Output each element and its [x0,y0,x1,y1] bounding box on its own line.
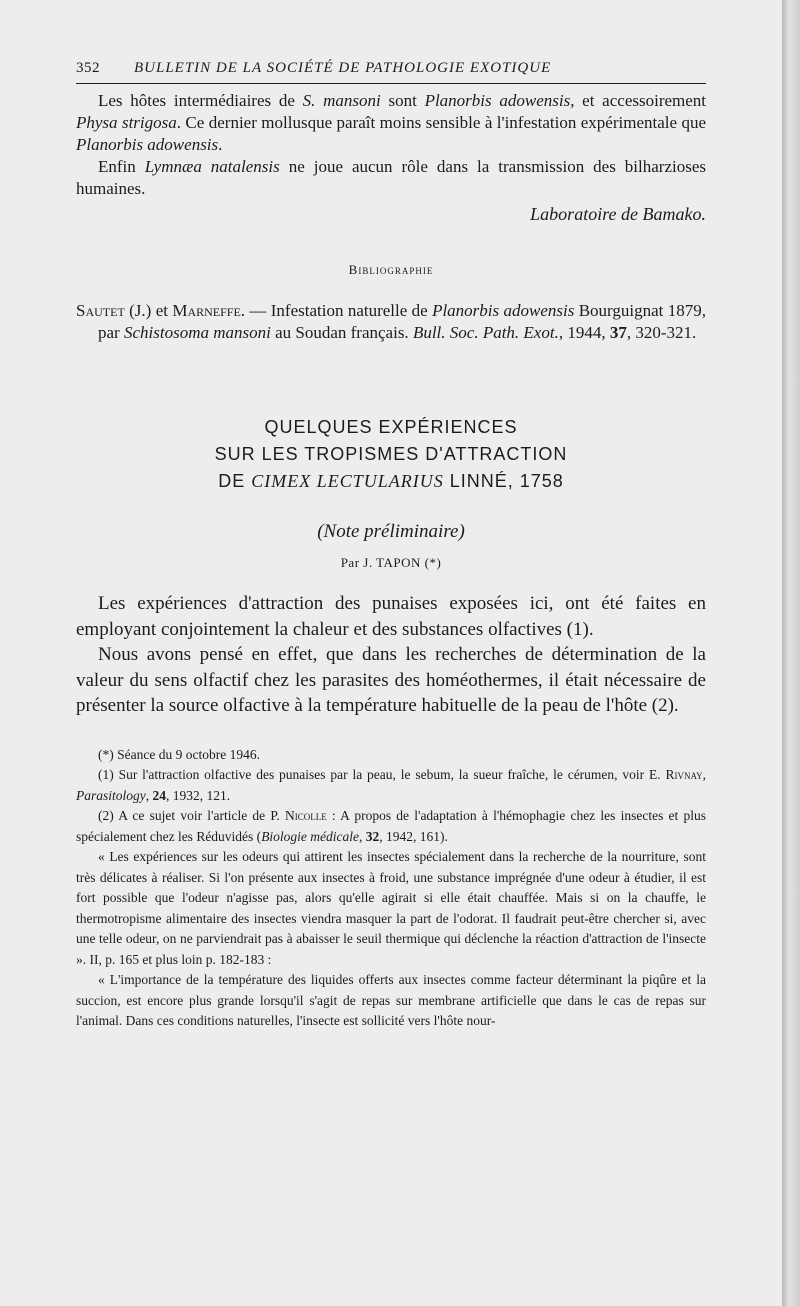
text-run: , [359,828,366,844]
text-run: sont [380,91,425,110]
footnotes [76,745,706,1032]
laboratory-signature: Laboratoire de Bamako. [530,204,706,224]
text-run: , 1944, [558,323,610,342]
species-name: Lymnæa natalensis [144,157,280,176]
text-run: (1) Sur l'attraction olfactive des punaises par la peau, le sebum, la sueur fraîche, le cérumen, voir E. [98,767,666,782]
text-run: ne joue aucun rôle dans la transmission des bilharzioses humaines. [76,157,706,198]
title-line-3 [76,468,706,495]
footnote-2 [76,806,706,847]
footnote-quote-2: « L'importance de la température des liquides offerts aux insectes comme facteur déterminant la piqûre et la succion, est encore plus grande lorsqu'il s'agit de repas sur membrane artificielle que dans le cas de repas sur l'animal. Dans ces conditions naturelles, l'insecte est sollicité vers l'hôte nour- [76,972,706,1028]
bibliography-heading: Bibliographie [348,262,434,277]
intro-paragraph-1 [76,90,706,156]
text-run: LINNÉ, 1758 [443,471,564,491]
species-name: Planorbis adowensis [424,91,571,110]
text-run: (J.) et [124,301,173,320]
species-name: CIMEX LECTULARIUS [251,471,444,491]
bibliography-reference [76,300,706,344]
article-body [76,591,706,719]
author-name: Sautet [76,301,125,320]
species-name: Schistosoma mansoni [123,323,271,342]
author-name: Rivnay [665,767,703,782]
page-content [76,60,706,1032]
footnote-quote-1: « Les expériences sur les odeurs qui attirent les insectes spécialement dans la recherche de la nourriture, sont très délicates à réaliser. Si l'on présente aux insectes à froid, une substance imprégnée d'une odeur à étudier, il est fort possible que l'odeur n'agisse pas, alors qu'elle agirait si elle était chauffée. Mais si on la chauffe, le thermotropisme alimentaire des insectes viendra masquer la part de l'odorat. Il faudrait peut-être chercher si, avec une telle odeur, on ne parviendrait pas à abaisser le seuil thermique qui déclenche la réaction d'attraction de l'insecte ». II, p. 165 et plus loin p. 182-183 : [76,849,706,967]
text-run: . [218,135,223,154]
species-name: S. mansoni [302,91,381,110]
text-run: , et accessoirement [570,91,707,110]
article-title [76,414,706,495]
volume-number: 32 [365,828,380,844]
text-run: Enfin [98,157,145,176]
running-title: BULLETIN DE LA SOCIÉTÉ DE PATHOLOGIE EXOTIQUE [134,60,552,76]
title-line-2: SUR LES TROPISMES D'ATTRACTION [214,444,568,464]
journal-name: Bull. Soc. Path. Exot. [412,323,559,342]
journal-name: Parasitology [76,787,146,803]
binding-edge [782,0,800,1306]
running-header [76,60,706,84]
article-author: Par J. TAPON (*) [340,555,442,570]
text-run: : A propos de l'adaptation à l'hémophagie chez les insectes et plus spécialement chez les Réduvidés ( [76,808,706,844]
species-name: Physa strigosa [76,113,177,132]
intro-section [76,90,706,226]
author-name: Marneffe [172,301,241,320]
text-run: , 1942, 161). [379,828,448,844]
text-run: , 1932, 121. [166,787,231,803]
volume-number: 37 [609,323,627,342]
footnote-1 [76,765,706,806]
text-run: (2) A ce sujet voir l'article de P. [98,808,285,823]
text-run: . — Infestation naturelle de [240,301,433,320]
text-run: Les hôtes intermédiaires de [98,91,303,110]
text-run: Bourguignat 1879, par [98,301,706,342]
volume-number: 24 [152,787,166,803]
journal-name: Biologie médicale [261,828,360,844]
author-name: Nicolle [284,808,327,823]
text-run: . Ce dernier mollusque paraît moins sensible à l'infestation expérimentale que [176,113,706,132]
footnote-0: (*) Séance du 9 octobre 1946. [98,746,260,762]
text-run: , 320-321. [626,323,697,342]
species-name: Planorbis adowensis [76,135,219,154]
species-name: Planorbis adowensis [432,301,575,320]
body-paragraph-2: Nous avons pensé en effet, que dans les recherches de détermination de la valeur du sens olfactif chez les parasites des homéothermes, il était nécessaire de présenter la source olfactive à la température habituelle de la peau de l'hôte (2). [76,644,706,716]
page-number: 352 [76,60,100,76]
text-run: , [702,767,706,782]
text-run: DE [218,471,252,491]
intro-paragraph-2 [76,156,706,200]
note-label: (Note préliminaire) [317,521,465,542]
title-line-1: QUELQUES EXPÉRIENCES [264,417,518,437]
body-paragraph-1: Les expériences d'attraction des punaises exposées ici, ont été faites en employant conjointement la chaleur et des substances olfactives (1). [76,593,706,640]
text-run: , [145,787,153,803]
text-run: au Soudan français. [270,323,413,342]
